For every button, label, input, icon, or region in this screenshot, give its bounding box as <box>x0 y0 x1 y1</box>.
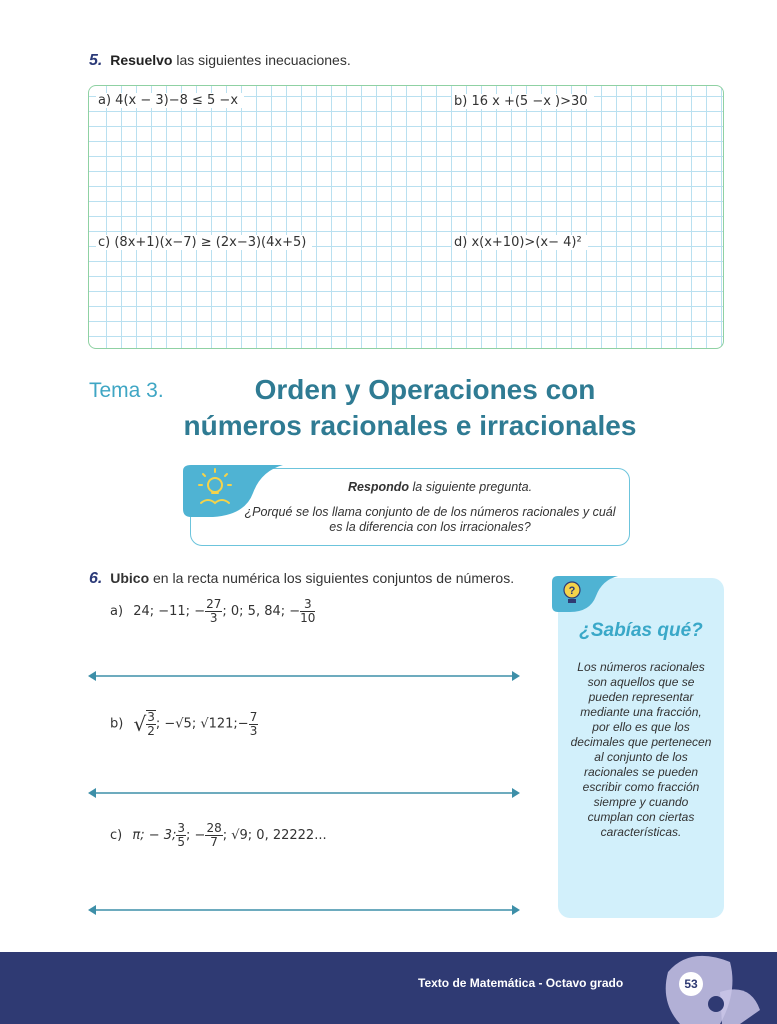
tema-label: Tema 3. <box>89 379 164 402</box>
set-c-part-3: ; √9; 0, 22222... <box>222 828 327 843</box>
svg-text:?: ? <box>568 585 576 597</box>
inequality-c: c) (8x+1)(x−7) ≥ (2x−3)(4x+5) <box>96 235 312 250</box>
aside-title: ¿Sabías qué? <box>579 620 703 641</box>
exercise-6-text: en la recta numérica los siguientes conjuntos de números. <box>153 570 515 586</box>
question-instruction-text: la siguiente pregunta. <box>412 480 533 494</box>
set-c-part-1: π; − 3; <box>132 828 177 843</box>
grid-workspace <box>88 85 724 349</box>
aside-text: Los números racionales son aquellos que se pueden representar mediante una fracción, por ello es que los decimales que pertenecen al conjunto de los racionales se pueden escribir como fracción siempre y cuando cumplan con ciertas características. <box>570 660 712 839</box>
inequality-d: d) x(x+10)>(x− 4)² <box>452 235 588 250</box>
page-number: 53 <box>679 972 703 996</box>
tema-title-line-2: números racionales e irracionales <box>183 410 637 441</box>
fraction: $\frac{3}{2}$ <box>147 710 155 738</box>
tema-title <box>150 372 670 444</box>
question-instruction <box>280 480 600 494</box>
exercise-5-instruction <box>89 52 351 70</box>
exercise-6-number: 6. <box>89 570 103 587</box>
set-c-part-2: ; − <box>186 828 206 843</box>
set-a-label: a) <box>110 604 124 619</box>
set-b-label: b) <box>110 716 124 732</box>
footer-text: Texto de Matemática - Octavo grado <box>418 976 624 990</box>
sqrt-icon: √ <box>133 712 147 736</box>
number-set-a <box>110 598 315 625</box>
exercise-5-number: 5. <box>89 52 103 69</box>
set-a-part-2: ; 0; 5, 84; − <box>222 604 301 619</box>
fraction: $\frac{28}{7}$ <box>206 821 222 849</box>
number-line-b <box>88 785 520 801</box>
number-line-c <box>88 902 520 918</box>
number-set-c <box>110 822 327 849</box>
fraction: $\frac{3}{5}$ <box>177 821 186 849</box>
question-verb: Respondo <box>347 480 410 494</box>
fraction: $\frac{3}{10}$ <box>300 597 316 625</box>
set-a-part-1: 24; −11; − <box>133 604 206 619</box>
rocket-icon <box>660 952 777 1024</box>
fraction: $\frac{7}{3}$ <box>249 709 258 738</box>
set-b-part-1: ; −√5; √121;− <box>155 716 249 732</box>
fraction: $\frac{27}{3}$ <box>206 597 222 625</box>
exercise-5-text: las siguientes inecuaciones. <box>176 52 351 68</box>
number-set-b <box>110 710 258 738</box>
tema-title-line-1: Orden y Operaciones con <box>254 374 596 405</box>
set-c-label: c) <box>110 828 123 843</box>
inequality-b: b) 16 x +(5 −x )>30 <box>452 94 594 109</box>
question-bulb-icon <box>552 574 618 614</box>
exercise-6-instruction <box>89 570 514 588</box>
exercise-6-verb: Ubico <box>110 570 150 586</box>
question-text: ¿Porqué se los llama conjunto de de los números racionales y cuál es la diferencia con los irracionales? <box>244 505 616 534</box>
exercise-5-verb: Resuelvo <box>110 52 173 68</box>
number-line-a <box>88 668 520 684</box>
inequality-a: a) 4(x − 3)−8 ≤ 5 −x <box>96 93 244 108</box>
